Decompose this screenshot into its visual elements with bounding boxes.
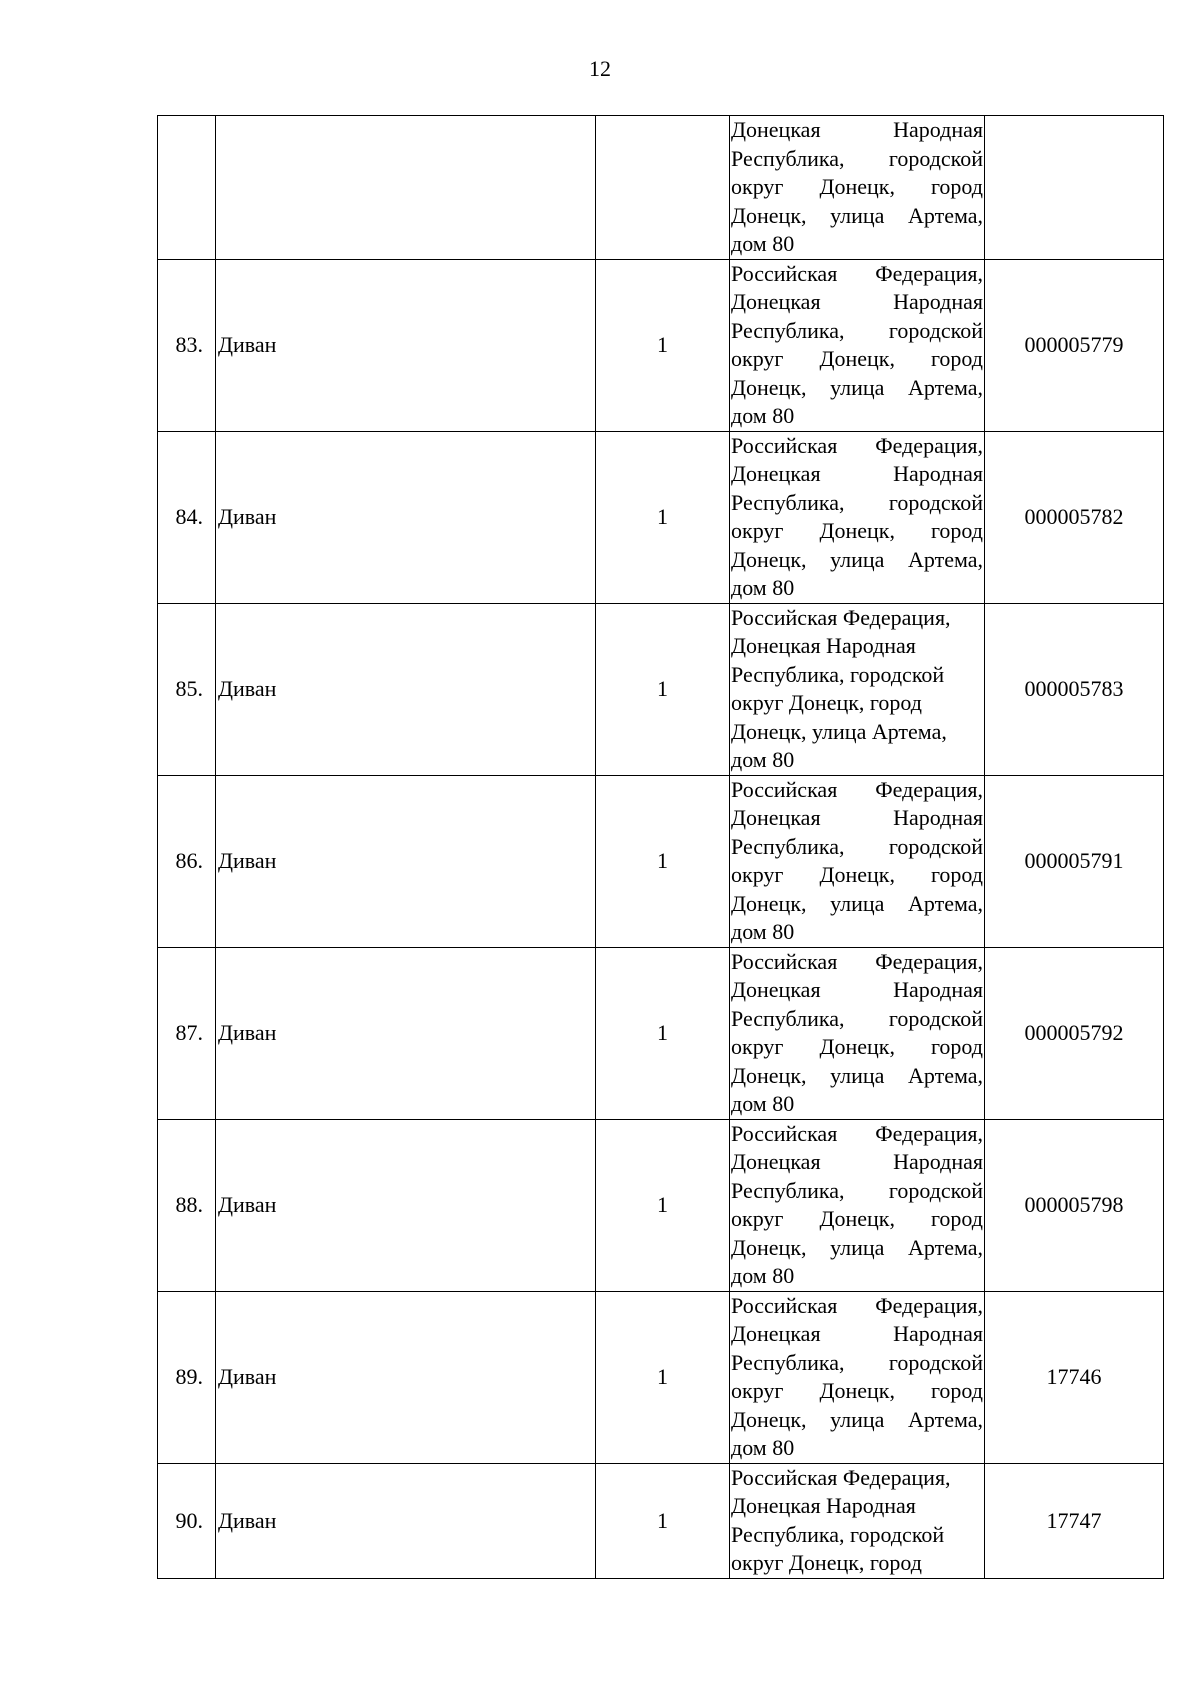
item-address: Российская Федерация, Донецкая Народная Республика, городской округ Донецк, город Донецк, улица Артема, дом 80 <box>731 432 983 600</box>
row-number: 87. <box>158 947 216 1119</box>
item-address: Российская Федерация, Донецкая Народная Республика, городской округ Донецк, город Донецк, улица Артема, дом 80 <box>731 948 983 1116</box>
inventory-number: 000005783 <box>985 603 1164 775</box>
table-row <box>158 116 1164 260</box>
item-address: Донецкая Народная Республика, городской округ Донецк, город Донецк, улица Артема, дом 80 <box>731 117 983 256</box>
table-row <box>158 1291 1164 1463</box>
item-address-cell <box>730 116 985 260</box>
inventory-number: 000005798 <box>985 1119 1164 1291</box>
item-name: Диван <box>216 259 596 431</box>
item-address-cell <box>730 1463 985 1578</box>
table-row <box>158 1463 1164 1578</box>
item-address: Российская Федерация, Донецкая Народная Республика, городской округ Донецк, город <box>731 1464 951 1575</box>
row-number <box>158 116 216 260</box>
row-number: 89. <box>158 1291 216 1463</box>
item-quantity: 1 <box>596 1119 730 1291</box>
item-name: Диван <box>216 947 596 1119</box>
table-row <box>158 431 1164 603</box>
item-name: Диван <box>216 1291 596 1463</box>
item-address-cell <box>730 431 985 603</box>
item-quantity: 1 <box>596 1291 730 1463</box>
item-name: Диван <box>216 775 596 947</box>
item-address-cell <box>730 603 985 775</box>
inventory-table <box>157 115 1164 1579</box>
item-quantity: 1 <box>596 947 730 1119</box>
item-name <box>216 116 596 260</box>
row-number: 90. <box>158 1463 216 1578</box>
item-name: Диван <box>216 603 596 775</box>
table-row <box>158 259 1164 431</box>
item-address-cell <box>730 947 985 1119</box>
inventory-number: 000005792 <box>985 947 1164 1119</box>
inventory-number: 000005791 <box>985 775 1164 947</box>
item-quantity: 1 <box>596 1463 730 1578</box>
row-number: 83. <box>158 259 216 431</box>
page-number: 12 <box>589 56 611 81</box>
item-address-cell <box>730 1119 985 1291</box>
inventory-number: 17747 <box>985 1463 1164 1578</box>
item-name: Диван <box>216 431 596 603</box>
inventory-number: 000005779 <box>985 259 1164 431</box>
inventory-number: 000005782 <box>985 431 1164 603</box>
item-quantity: 1 <box>596 431 730 603</box>
item-address-cell <box>730 1291 985 1463</box>
item-address: Российская Федерация, Донецкая Народная Республика, городской округ Донецк, город Донецк, улица Артема, дом 80 <box>731 1292 983 1460</box>
item-address: Российская Федерация, Донецкая Народная Республика, городской округ Донецк, город Донецк, улица Артема, дом 80 <box>731 776 983 944</box>
table-row <box>158 1119 1164 1291</box>
item-quantity: 1 <box>596 259 730 431</box>
inventory-number <box>985 116 1164 260</box>
table-row <box>158 603 1164 775</box>
item-name: Диван <box>216 1119 596 1291</box>
inventory-number: 17746 <box>985 1291 1164 1463</box>
row-number: 86. <box>158 775 216 947</box>
row-number: 88. <box>158 1119 216 1291</box>
item-quantity: 1 <box>596 603 730 775</box>
table-row <box>158 947 1164 1119</box>
item-address: Российская Федерация, Донецкая Народная Республика, городской округ Донецк, город Донецк, улица Артема, дом 80 <box>731 1120 983 1288</box>
item-quantity <box>596 116 730 260</box>
item-address-cell <box>730 259 985 431</box>
row-number: 84. <box>158 431 216 603</box>
item-address: Российская Федерация, Донецкая Народная Республика, городской округ Донецк, город Донецк, улица Артема, дом 80 <box>731 604 951 772</box>
item-name: Диван <box>216 1463 596 1578</box>
item-address-cell <box>730 775 985 947</box>
item-quantity: 1 <box>596 775 730 947</box>
row-number: 85. <box>158 603 216 775</box>
item-address: Российская Федерация, Донецкая Народная Республика, городской округ Донецк, город Донецк, улица Артема, дом 80 <box>731 260 983 428</box>
table-row <box>158 775 1164 947</box>
